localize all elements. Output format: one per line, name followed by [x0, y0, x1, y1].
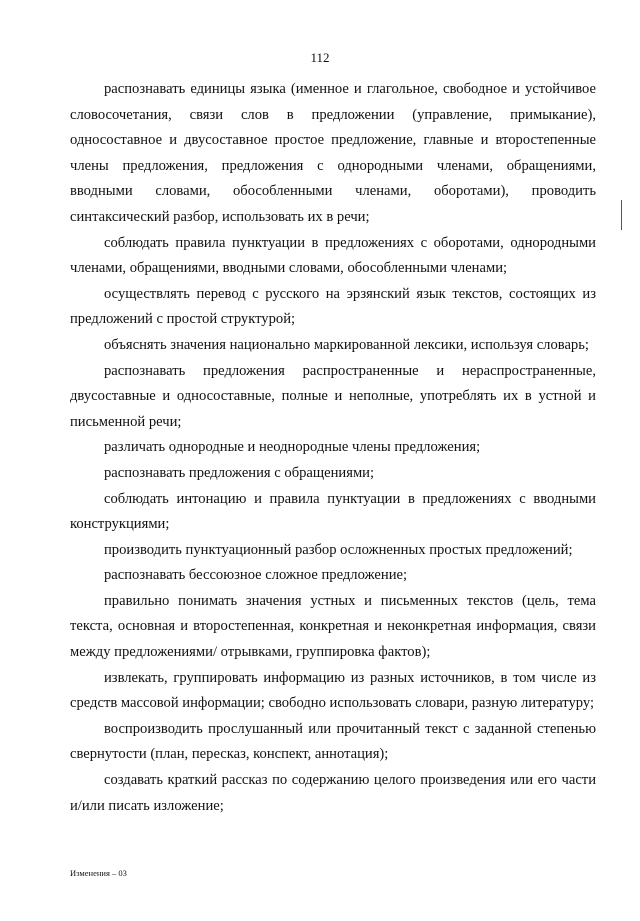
paragraph: распознавать предложения распространенные и нераспространенные, двусоставные и односоставные, полные и неполные, употреблять их в устной и письменной речи;: [70, 362, 596, 430]
paragraph: соблюдать интонацию и правила пунктуации в предложениях с вводными конструкциями;: [70, 490, 596, 533]
paragraph: различать однородные и неоднородные члены предложения;: [104, 439, 481, 456]
paragraph: распознавать бессоюзное сложное предложение;: [104, 567, 408, 584]
paragraph: объяснять значения национально маркированной лексики, используя словарь;: [104, 336, 589, 353]
paragraph: распознавать единицы языка (именное и глагольное, свободное и устойчивое словосочетания, связи слов в предложении (управление, примыкание), односоставное и двусоставное простое предложение, главные и второстепенные члены предложения, предложения с однородными членами, обращениями, вводными словами, обособленными членами, оборотами), проводить синтаксический разбор, использовать их в речи;: [70, 81, 596, 225]
paragraph: воспроизводить прослушанный или прочитанный текст с заданной степенью свернутости (план, пересказ, конспект, аннотация);: [70, 720, 596, 763]
page-number: 112: [310, 50, 330, 65]
paragraph: производить пунктуационный разбор осложненных простых предложений;: [104, 541, 573, 558]
paragraph: соблюдать правила пунктуации в предложениях с оборотами, однородными членами, обращениями, вводными словами, обособленными членами;: [70, 234, 596, 277]
paragraph: извлекать, группировать информацию из разных источников, в том числе из средств массовой информации; свободно использовать словари, разную литературу;: [70, 669, 596, 712]
footer-revision: Изменения – 03: [70, 868, 127, 878]
paragraph: создавать краткий рассказ по содержанию целого произведения или его части и/или писать изложение;: [70, 772, 596, 814]
paragraph: распознавать предложения с обращениями;: [104, 464, 375, 481]
paragraph: осуществлять перевод с русского на эрзянский язык текстов, состоящих из предложений с простой структурой;: [70, 285, 596, 328]
scan-artifact-line: [621, 200, 622, 230]
paragraph: правильно понимать значения устных и письменных текстов (цель, тема текста, основная и второстепенная, конкретная и неконкретная информация, связи между предложениями/ отрывками, группировка фактов);: [70, 592, 596, 661]
document-body: [70, 77, 596, 819]
